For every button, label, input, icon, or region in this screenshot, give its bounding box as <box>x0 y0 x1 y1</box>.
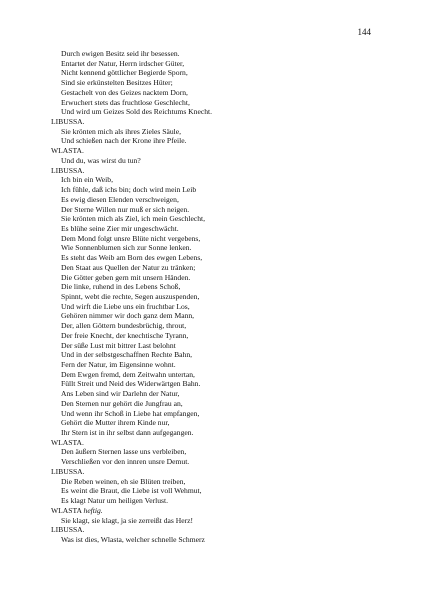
verse-line: Sie krönten mich als ihres Zieles Säule, <box>61 126 181 136</box>
verse-line: Ich fühle, daß ichs bin; doch wird mein Leib <box>61 185 197 195</box>
verse-line: Was ist dies, Wlasta, welcher schnelle Schmerz <box>61 534 205 544</box>
verse-line: Der süße Lust mit bittrer Last belohnt <box>61 340 176 350</box>
verse-line: Und du, was wirst du tun? <box>61 155 141 165</box>
speaker-name: LIBUSSA. <box>51 525 85 535</box>
verse-line: Ans Leben sind wir Darlehn der Natur, <box>61 389 180 399</box>
verse-line: Und wirft die Liebe uns ein fruchtbar Los, <box>61 301 190 311</box>
stage-direction: heftig. <box>83 505 103 515</box>
verse-line: Den äußern Sternen lasse uns verbleiben, <box>61 447 187 457</box>
verse-line: Die linke, ruhend in des Lebens Schoß, <box>61 282 181 292</box>
verse-line: Die Reben weinen, eh sie Blüten treiben, <box>61 476 186 486</box>
verse-line: Es ewig diesen Elenden verschweigen, <box>61 194 179 204</box>
stage-direction-line <box>51 506 381 516</box>
verse-line: Ihr Stern ist in ihr selbst dann aufgegangen. <box>61 428 194 438</box>
verse-line: Und schießen nach der Krone ihre Pfeile. <box>61 136 187 146</box>
verse-line: Erwuchert stets das fruchtlose Geschlecht, <box>61 97 190 107</box>
verse-line: Sie krönten mich als Ziel, ich mein Geschlecht, <box>61 214 206 224</box>
verse-line: Der, allen Göttern bundesbrüchig, throut, <box>61 321 187 331</box>
speaker-name: WLASTA <box>51 505 82 515</box>
verse-line: Der Sterne Willen nur muß er sich neigen. <box>61 204 190 214</box>
verse-line: Gestachelt von des Geizes nacktem Dorn, <box>61 87 188 97</box>
text-body <box>51 49 381 545</box>
verse-line: Es steht das Weib am Born des ewgen Lebens, <box>61 253 203 263</box>
verse-line: Es weint die Braut, die Liebe ist voll Wehmut, <box>61 486 202 496</box>
verse-line: Sie klagt, sie klagt, ja sie zerreißt das Herz! <box>61 515 193 525</box>
verse-line: Dem Ewgen fremd, dem Zeitwahn untertan, <box>61 369 195 379</box>
verse-line: Gehören nimmer wir doch ganz dem Mann, <box>61 311 195 321</box>
verse-line: Spinnt, webt die rechte, Segen auszuspenden, <box>61 291 200 301</box>
verse-line: Wie Sonnenblumen sich zur Sonne lenken. <box>61 243 192 253</box>
verse-line: Ich bin ein Weib, <box>61 175 113 185</box>
verse-line: Und wird um Geizes Sold des Reichtums Knecht. <box>61 107 213 117</box>
speaker-name: LIBUSSA. <box>51 165 85 175</box>
speaker-name: WLASTA. <box>51 437 84 447</box>
verse-line: Gehört die Mutter ihrem Kinde nur, <box>61 418 170 428</box>
verse-line: Entartet der Natur, Herrn irdscher Güter, <box>61 58 185 68</box>
verse-line: Der freie Knecht, der knechtische Tyrann, <box>61 330 189 340</box>
speaker-name: LIBUSSA. <box>51 466 85 476</box>
verse-line: Und wenn ihr Schoß in Liebe hat empfangen, <box>61 408 200 418</box>
verse-line: Füllt Streit und Neid des Widerwärtgen Bahn. <box>61 379 201 389</box>
verse-line: Und in der selbstgeschaffnen Rechte Bahn, <box>61 350 193 360</box>
verse-line: Den Sternen nur gehört die Jungfrau an, <box>61 398 183 408</box>
verse-line: Es klagt Natur um heiligen Verlust. <box>61 496 168 506</box>
verse-line: Es blühe seine Zier mir ungeschwächt. <box>61 223 179 233</box>
verse-line: Nicht kennend göttlicher Begierde Sporn, <box>61 68 188 78</box>
speaker-name: LIBUSSA. <box>51 117 85 127</box>
verse-line: Fern der Natur, im Eigensinne wohnt. <box>61 360 176 369</box>
verse-line: Die Götter geben gern mit unsern Händen. <box>61 272 191 282</box>
page-number: 144 <box>357 27 371 37</box>
verse-line: Verschließen vor den innren unsre Demut. <box>61 457 190 467</box>
speaker-name: WLASTA. <box>51 146 84 156</box>
verse-line: Sind sie erkünstelten Besitzes Hüter; <box>61 78 173 88</box>
verse-line: Den Staat aus Quellen der Natur zu tränken; <box>61 262 196 272</box>
verse-line: Durch ewigen Besitz seid ihr besessen. <box>61 49 180 58</box>
verse-line: Dem Mond folgt unsre Blüte nicht vergebens, <box>61 233 201 243</box>
